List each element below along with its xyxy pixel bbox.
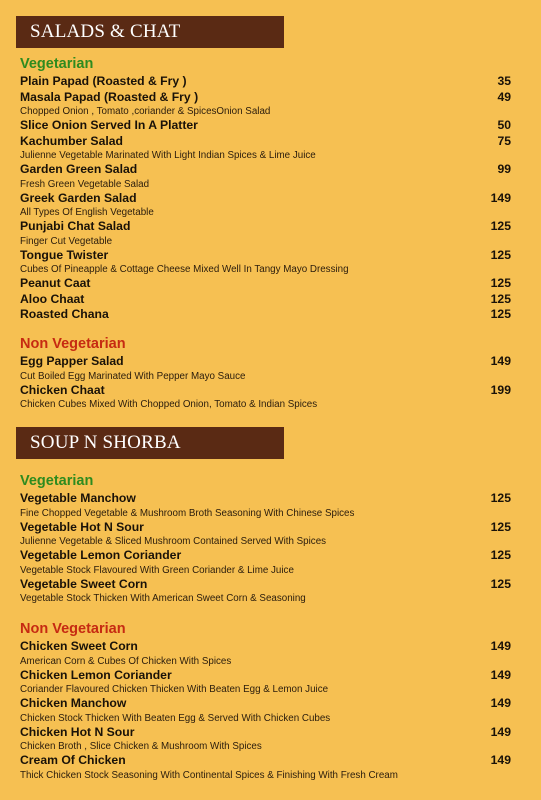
menu-item-row [20, 118, 511, 134]
menu-item-price: 149 [490, 696, 511, 710]
menu-item [20, 639, 511, 668]
menu-item-name: Roasted Chana [20, 307, 109, 321]
menu-item-row [20, 548, 511, 564]
menu-item-price: 149 [490, 753, 511, 767]
menu-item-price: 50 [497, 118, 511, 132]
menu-item-description: Julienne Vegetable Marinated With Light Indian Spices & Lime Juice [20, 150, 316, 161]
menu-item-price: 199 [490, 382, 511, 397]
menu-item-name: Kachumber Salad [20, 133, 123, 148]
menu-item-description: Thick Chicken Stock Seasoning With Continental Spices & Finishing With Fresh Cream [20, 769, 398, 781]
menu-item-row [20, 696, 511, 712]
menu-item [20, 548, 511, 577]
menu-item-name: Garden Green Salad [20, 162, 138, 176]
menu-item-price: 125 [490, 291, 511, 306]
menu-item-price: 149 [490, 354, 511, 368]
menu-item [20, 74, 511, 90]
menu-item-description: Chopped Onion , Tomato ,coriander & SpicesOnion Salad [20, 106, 271, 117]
menu-item-row [20, 307, 511, 323]
menu-item-description: Cubes Of Pineapple & Cottage Cheese Mixed Well In Tangy Mayo Dressing [20, 264, 349, 275]
menu-item-description: Cut Boiled Egg Marinated With Pepper Mayo Sauce [20, 370, 246, 382]
section-banner-soup-shorba: SOUP N SHORBA [16, 427, 284, 459]
menu-item-row [20, 162, 511, 178]
menu-item [20, 354, 511, 383]
soup-nonveg-group [20, 620, 511, 782]
menu-item-name: Chicken Lemon Coriander [20, 667, 172, 682]
menu-item-description: Julienne Vegetable & Sliced Mushroom Contained Served With Spices [20, 536, 327, 547]
menu-item-description: Fresh Green Vegetable Salad [20, 178, 150, 190]
menu-item-name: Chicken Manchow [20, 696, 127, 710]
menu-item-price: 125 [490, 491, 511, 505]
menu-item-price: 149 [490, 639, 511, 653]
menu-item-description: American Corn & Cubes Of Chicken With Spices [20, 655, 232, 667]
menu-item-row [20, 276, 511, 292]
category-heading: Non Vegetarian [20, 621, 126, 637]
menu-item-name: Chicken Chaat [20, 382, 105, 397]
menu-item-name: Greek Garden Salad [20, 190, 137, 205]
menu-item-name: Slice Onion Served In A Platter [20, 118, 198, 132]
menu-item-row [20, 134, 511, 150]
menu-item [20, 520, 511, 549]
menu-item-price: 49 [497, 89, 511, 104]
menu-item-row [20, 491, 511, 507]
category-heading: Non Vegetarian [20, 336, 126, 352]
menu-item-description: Chicken Broth , Slice Chicken & Mushroom With Spices [20, 741, 262, 752]
menu-item-name: Plain Papad (Roasted & Fry ) [20, 74, 187, 88]
section-banner-salads-chat: SALADS & CHAT [16, 16, 284, 48]
menu-item [20, 292, 511, 308]
salads-vegetarian-group [20, 55, 511, 323]
menu-item-price: 149 [490, 190, 511, 205]
menu-item-row [20, 248, 511, 264]
menu-item-name: Vegetable Manchow [20, 491, 136, 505]
menu-list [20, 74, 511, 323]
menu-item-name: Cream Of Chicken [20, 753, 126, 767]
salads-nonveg-group [20, 335, 511, 411]
menu-item-description: Coriander Flavoured Chicken Thicken With Beaten Egg & Lemon Juice [20, 684, 329, 695]
menu-item-row [20, 577, 511, 593]
menu-item-price: 125 [490, 276, 511, 290]
menu-item-name: Masala Papad (Roasted & Fry ) [20, 89, 199, 104]
menu-item [20, 191, 511, 220]
category-heading: Vegetarian [20, 56, 94, 72]
menu-item [20, 753, 511, 782]
menu-item-row [20, 292, 511, 308]
menu-item [20, 383, 511, 412]
menu-item-row [20, 90, 511, 106]
menu-item-row [20, 354, 511, 370]
menu-item [20, 276, 511, 292]
menu-item [20, 577, 511, 606]
menu-item-name: Punjabi Chat Salad [20, 219, 131, 233]
menu-item-description: Vegetable Stock Flavoured With Green Coriander & Lime Juice [20, 564, 294, 576]
menu-item-price: 149 [490, 667, 511, 682]
menu-item [20, 307, 511, 323]
menu-item-price: 125 [490, 548, 511, 562]
menu-item [20, 696, 511, 725]
menu-item-name: Vegetable Sweet Corn [20, 576, 148, 591]
menu-list [20, 639, 511, 782]
menu-item-row [20, 383, 511, 399]
menu-item-row [20, 668, 511, 684]
menu-item-price: 75 [497, 133, 511, 148]
menu-item-name: Egg Papper Salad [20, 354, 124, 368]
menu-list [20, 491, 511, 605]
menu-item [20, 725, 511, 754]
menu-item-name: Aloo Chaat [20, 291, 85, 306]
menu-item [20, 118, 511, 134]
menu-item-price: 125 [490, 307, 511, 321]
soup-vegetarian-group [20, 472, 511, 605]
menu-item-row [20, 191, 511, 207]
menu-item-row [20, 219, 511, 235]
menu-item-name: Tongue Twister [20, 247, 109, 262]
menu-item-price: 35 [497, 74, 511, 88]
menu-item [20, 668, 511, 697]
menu-item-price: 99 [497, 162, 511, 176]
menu-item-row [20, 520, 511, 536]
menu-item-description: Chicken Cubes Mixed With Chopped Onion, Tomato & Indian Spices [20, 399, 318, 410]
menu-item-row [20, 74, 511, 90]
menu-item-price: 149 [490, 724, 511, 739]
menu-item-row [20, 725, 511, 741]
category-heading: Vegetarian [20, 473, 94, 489]
menu-item [20, 162, 511, 191]
menu-item-row [20, 753, 511, 769]
menu-item-description: Finger Cut Vegetable [20, 235, 113, 247]
menu-item-description: Vegetable Stock Thicken With American Sweet Corn & Seasoning [20, 593, 306, 604]
menu-list [20, 354, 511, 411]
menu-item-description: Chicken Stock Thicken With Beaten Egg & Served With Chicken Cubes [20, 712, 331, 724]
menu-item-price: 125 [490, 219, 511, 233]
menu-item-price: 125 [490, 576, 511, 591]
menu-item [20, 90, 511, 119]
menu-item [20, 134, 511, 163]
menu-item-name: Peanut Caat [20, 276, 91, 290]
menu-item-name: Vegetable Lemon Coriander [20, 548, 182, 562]
menu-item [20, 248, 511, 277]
menu-item-description: All Types Of English Vegetable [20, 207, 154, 218]
menu-item-name: Chicken Sweet Corn [20, 639, 138, 653]
menu-item [20, 491, 511, 520]
menu-item-description: Fine Chopped Vegetable & Mushroom Broth Seasoning With Chinese Spices [20, 507, 355, 519]
menu-item-name: Vegetable Hot N Sour [20, 519, 144, 534]
menu-item-price: 125 [490, 247, 511, 262]
menu-item [20, 219, 511, 248]
menu-item-price: 125 [490, 519, 511, 534]
menu-item-name: Chicken Hot N Sour [20, 724, 135, 739]
menu-item-row [20, 639, 511, 655]
